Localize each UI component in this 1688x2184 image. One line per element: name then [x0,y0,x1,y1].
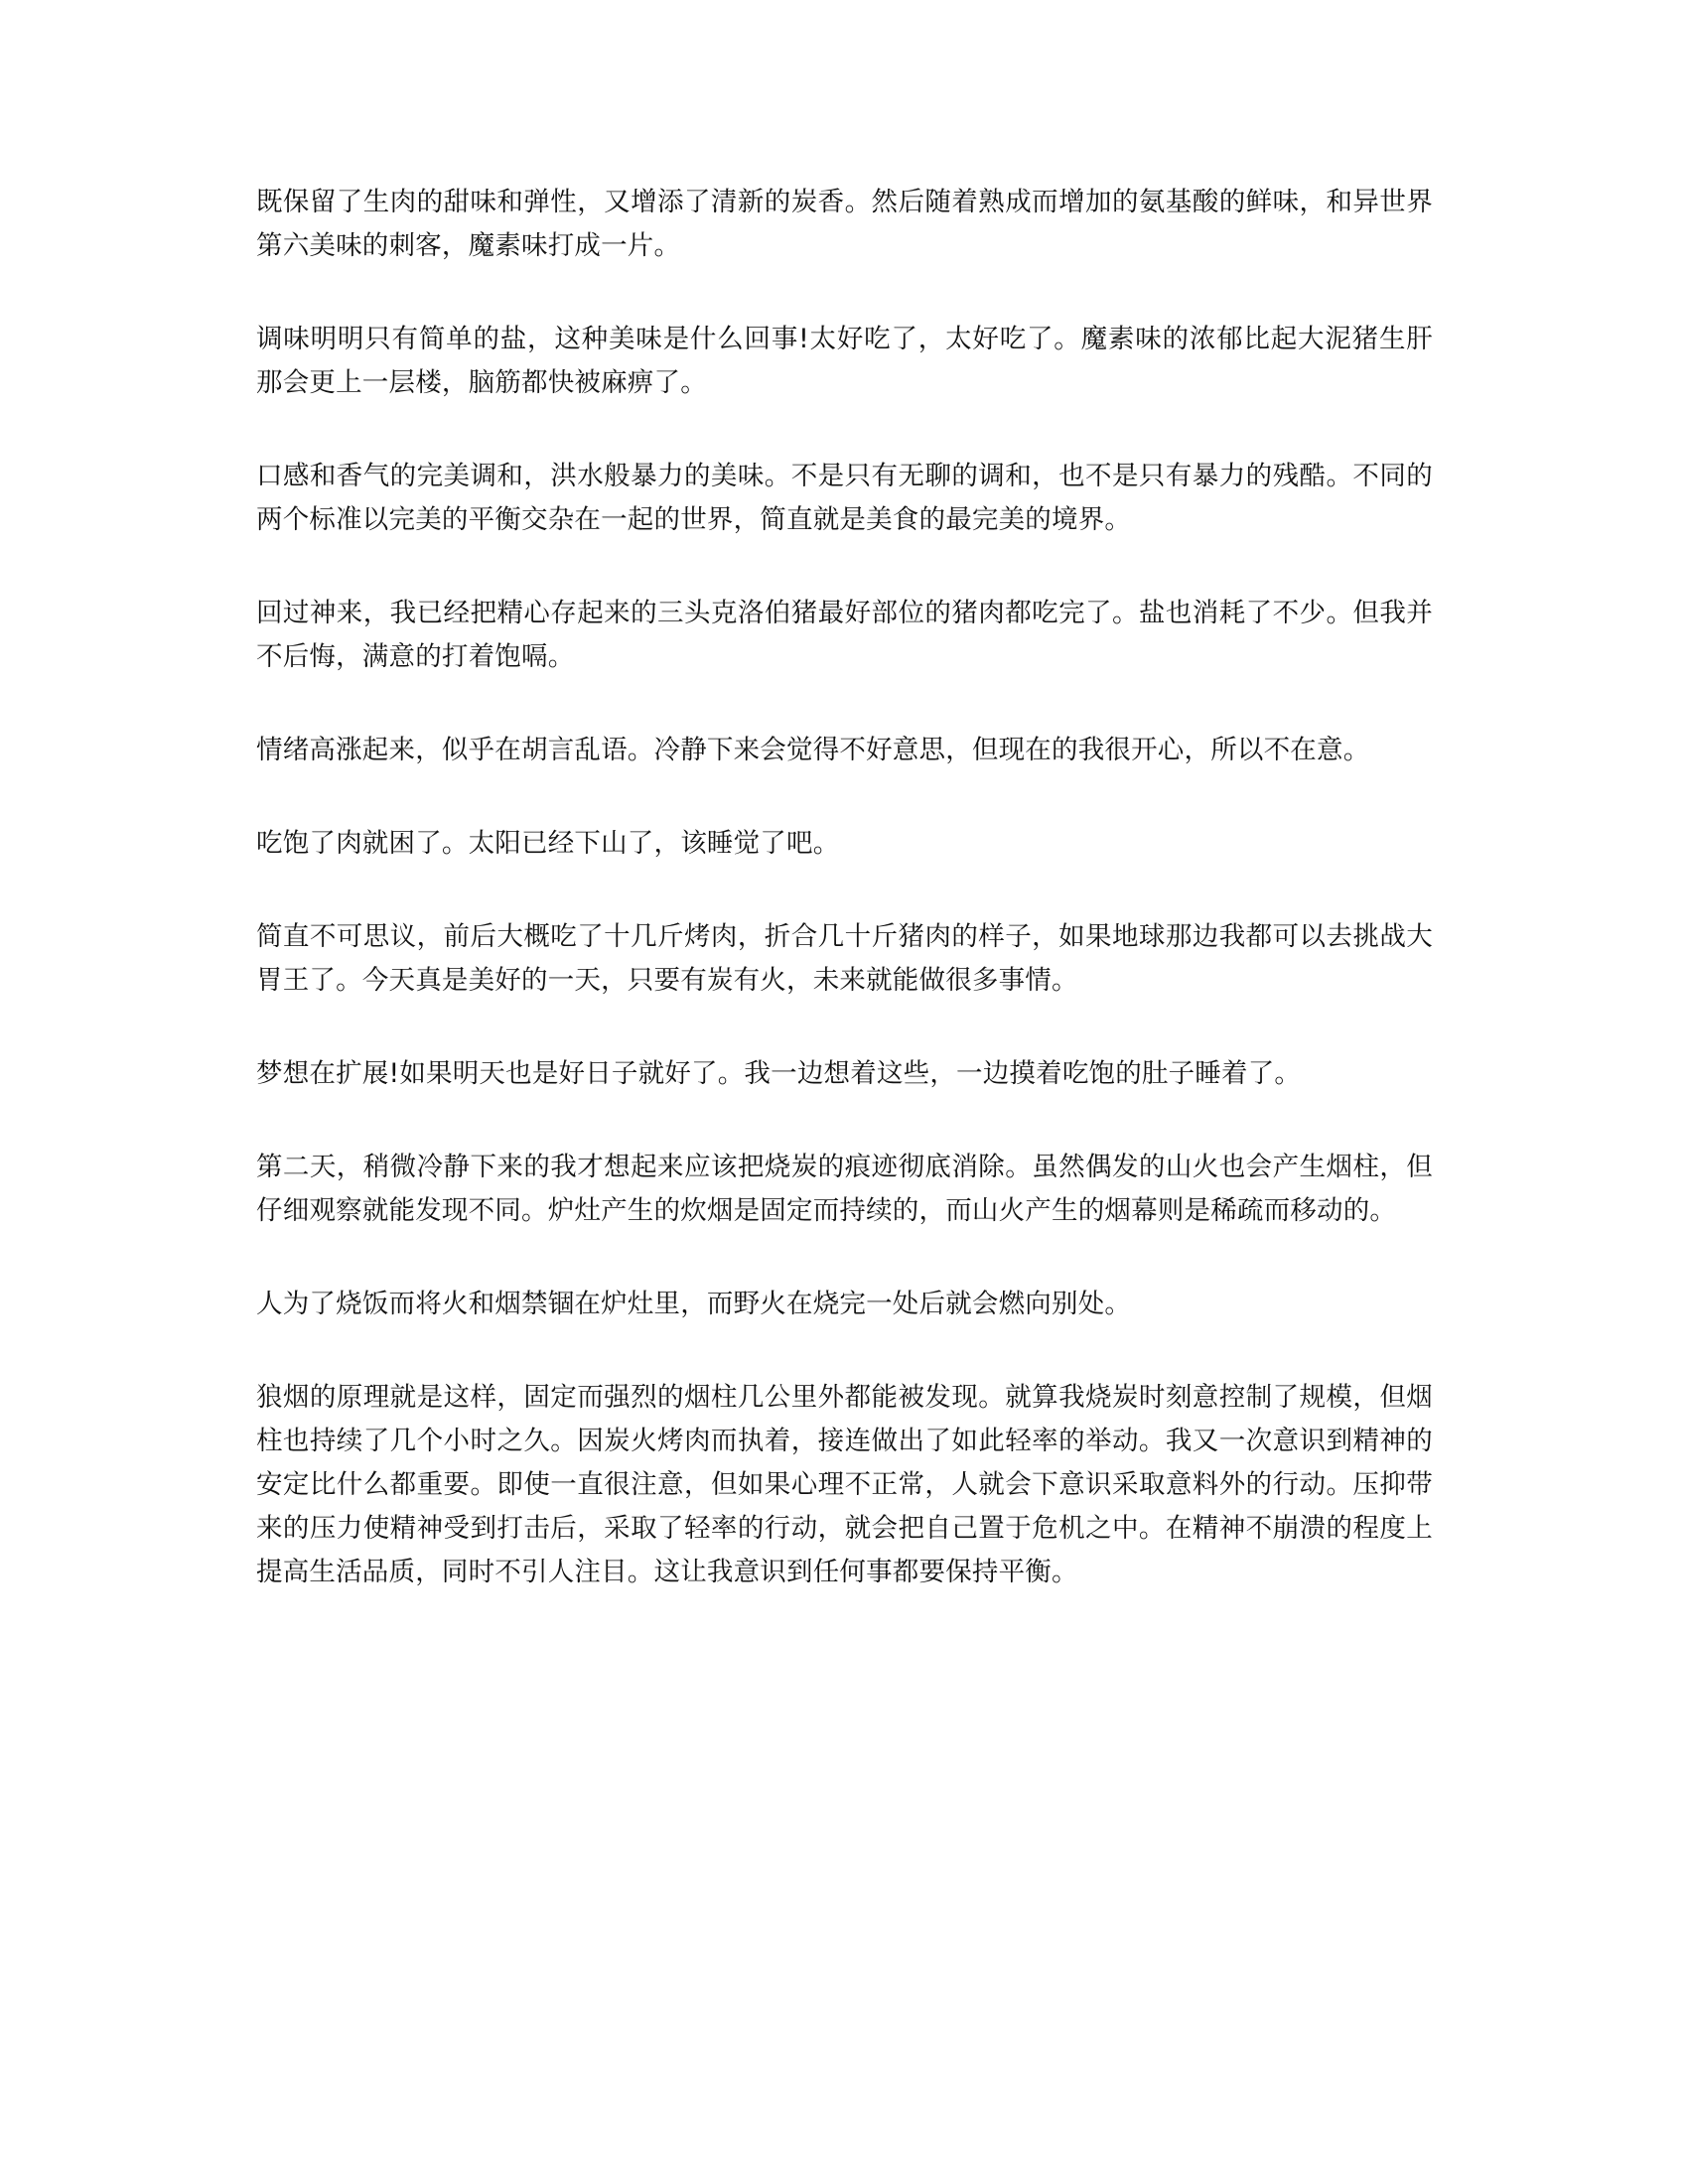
paragraph: 狼烟的原理就是这样，固定而强烈的烟柱几公里外都能被发现。就算我烧炭时刻意控制了规模，但烟柱也持续了几个小时之久。因炭火烤肉而执着，接连做出了如此轻率的举动。我又一次意识到精神的安定比什么都重要。即使一直很注意，但如果心理不正常，人就会下意识采取意料外的行动。压抑带来的压力使精神受到打击后，采取了轻率的行动，就会把自己置于危机之中。在精神不崩溃的程度上提高生活品质，同时不引人注目。这让我意识到任何事都要保持平衡。 [256,1382,1433,1587]
paragraph: 第二天，稍微冷静下来的我才想起来应该把烧炭的痕迹彻底消除。虽然偶发的山火也会产生烟柱，但仔细观察就能发现不同。炉灶产生的炊烟是固定而持续的，而山火产生的烟幕则是稀疏而移动的。 [256,1152,1433,1226]
paragraph: 既保留了生肉的甜味和弹性，又增添了清新的炭香。然后随着熟成而增加的氨基酸的鲜味，和异世界第六美味的刺客，魔素味打成一片。 [256,187,1433,261]
paragraph: 口感和香气的完美调和，洪水般暴力的美味。不是只有无聊的调和，也不是只有暴力的残酷。不同的两个标准以完美的平衡交杂在一起的世界，简直就是美食的最完美的境界。 [256,461,1433,535]
paragraph: 人为了烧饭而将火和烟禁锢在炉灶里，而野火在烧完一处后就会燃向别处。 [256,1289,1132,1319]
paragraph: 吃饱了肉就困了。太阳已经下山了，该睡觉了吧。 [256,828,840,859]
document-text-body [256,181,1433,1594]
paragraph: 简直不可思议，前后大概吃了十几斤烤肉，折合几十斤猪肉的样子，如果地球那边我都可以去挑战大胃王了。今天真是美好的一天，只要有炭有火，未来就能做很多事情。 [256,921,1433,996]
paragraph: 梦想在扩展!如果明天也是好日子就好了。我一边想着这些，一边摸着吃饱的肚子睡着了。 [256,1058,1302,1089]
paragraph: 回过神来，我已经把精心存起来的三头克洛伯猪最好部位的猪肉都吃完了。盐也消耗了不少。但我并不后悔，满意的打着饱嗝。 [256,598,1433,672]
paragraph: 调味明明只有简单的盐，这种美味是什么回事!太好吃了，太好吃了。魔素味的浓郁比起大泥猪生肝那会更上一层楼，脑筋都快被麻痹了。 [256,324,1433,398]
paragraph: 情绪高涨起来，似乎在胡言乱语。冷静下来会觉得不好意思，但现在的我很开心，所以不在意。 [256,735,1370,765]
